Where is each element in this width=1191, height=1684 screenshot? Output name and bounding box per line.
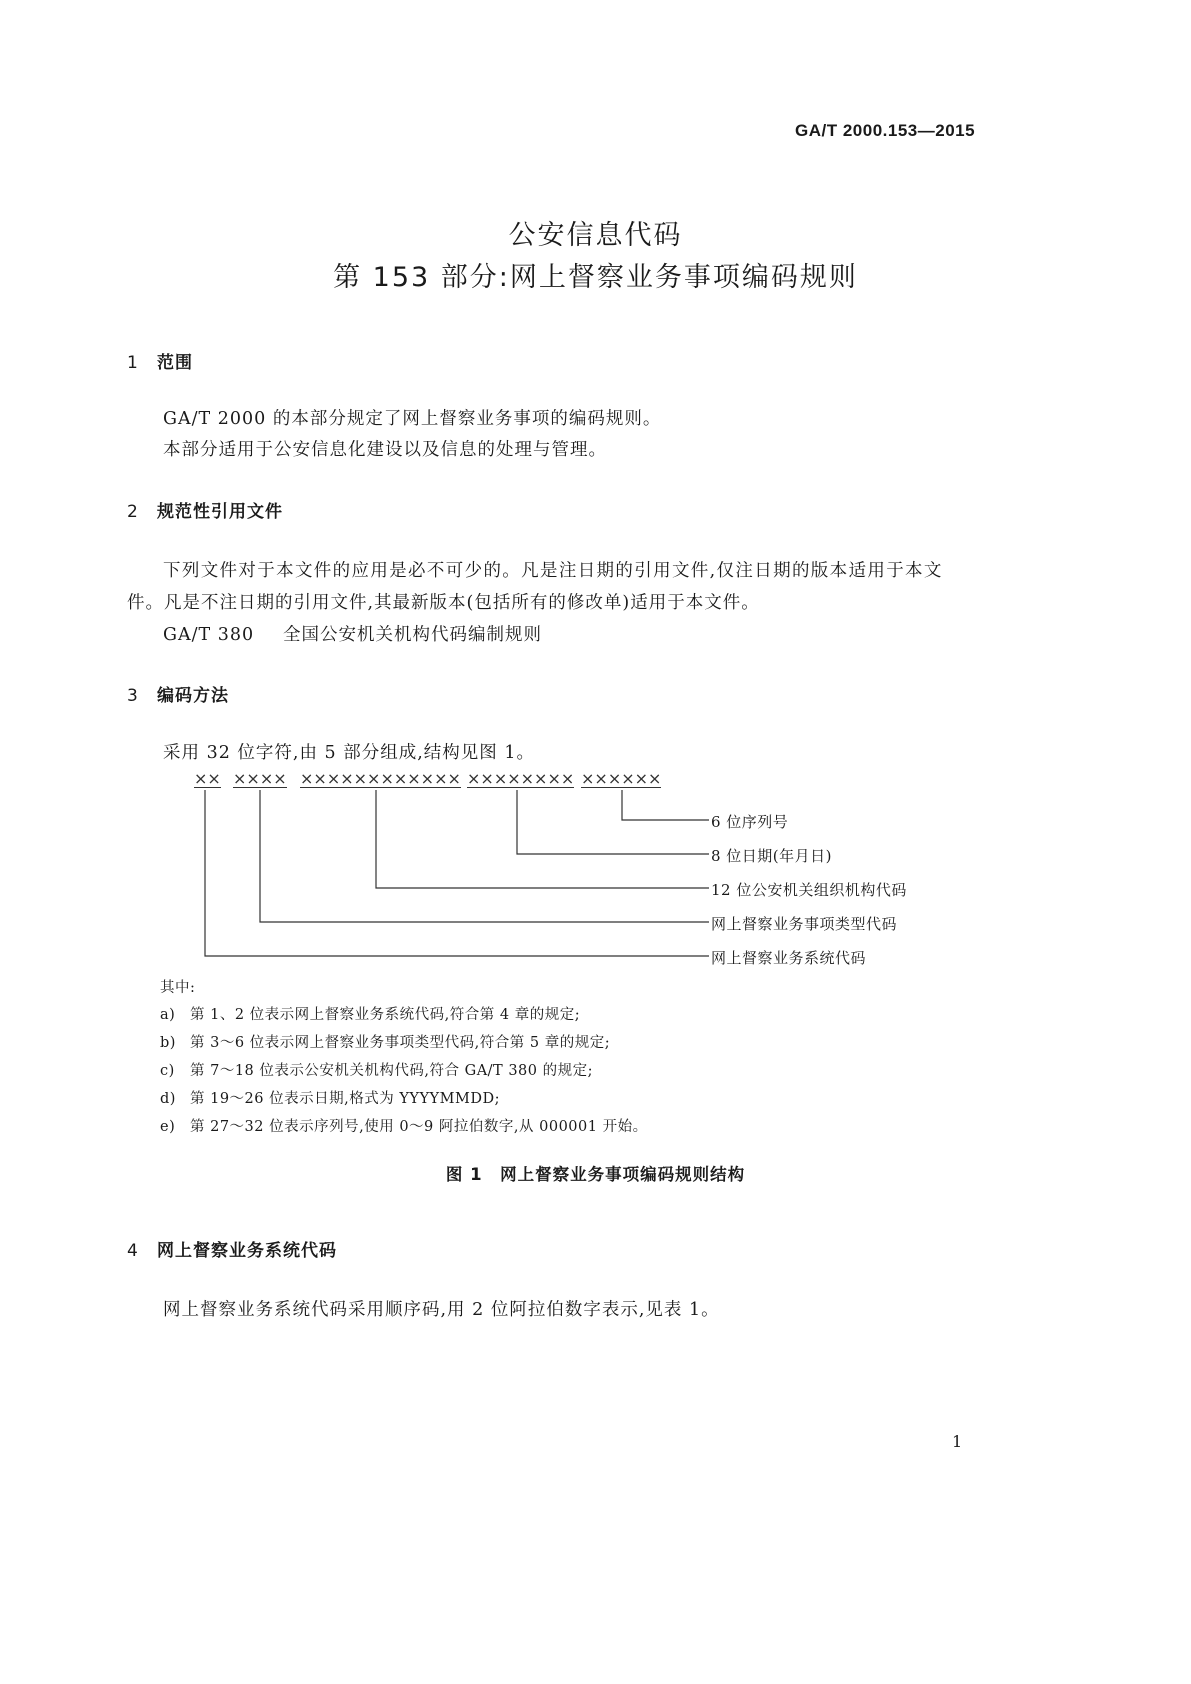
reference-code: GA/T 380: [163, 625, 255, 645]
section-4-heading: [127, 1236, 337, 1261]
document-title-line1: 公安信息代码: [508, 220, 683, 251]
note-label: d): [160, 1091, 176, 1107]
connector-org-code: [376, 790, 709, 888]
section-1-paragraph-1: GA/T 2000 的本部分规定了网上督察业务事项的编码规则。: [163, 409, 662, 429]
section-2-paragraph-line-1: 下列文件对于本文件的应用是必不可少的。凡是注日期的引用文件,仅注日期的版本适用于本文: [163, 561, 943, 581]
connector-item-type: [260, 790, 709, 922]
section-4-paragraph: 网上督察业务系统代码采用顺序码,用 2 位阿拉伯数字表示,见表 1。: [163, 1300, 720, 1320]
connector-system: [205, 790, 709, 956]
label-date: 8 位日期(年月日): [711, 847, 833, 865]
where-label: 其中:: [160, 980, 196, 996]
section-number: 3: [127, 686, 139, 706]
note-label: b): [160, 1035, 176, 1051]
section-1-paragraph-2: 本部分适用于公安信息化建设以及信息的处理与管理。: [163, 440, 607, 460]
section-1-heading: [127, 348, 193, 373]
label-sequence: 6 位序列号: [711, 813, 789, 831]
note-label: a): [160, 1007, 176, 1023]
note-item-e: [160, 1115, 648, 1136]
section-3-intro: 采用 32 位字符,由 5 部分组成,结构见图 1。: [163, 743, 535, 763]
label-system: 网上督察业务系统代码: [711, 949, 867, 967]
code-group-item-type: ××××: [233, 769, 287, 788]
section-3-heading: [127, 681, 229, 706]
section-number: 4: [127, 1241, 139, 1261]
label-org-code: 12 位公安机关组织机构代码: [711, 881, 907, 899]
section-title: 网上督察业务系统代码: [157, 1241, 337, 1261]
code-group-date: ××××××××: [467, 769, 575, 788]
section-number: 2: [127, 502, 139, 522]
connector-sequence: [622, 790, 709, 820]
code-group-system: ××: [194, 769, 221, 788]
reference-name: 全国公安机关机构代码编制规则: [283, 625, 542, 645]
code-group-sequence: ××××××: [581, 769, 662, 788]
document-title-line2: 第 153 部分:网上督察业务事项编码规则: [333, 262, 858, 293]
note-label: e): [160, 1119, 176, 1135]
section-title: 编码方法: [157, 686, 229, 706]
note-item-a: [160, 1003, 580, 1024]
normative-reference: [163, 621, 542, 646]
connector-date: [517, 790, 709, 854]
page-number: 1: [952, 1432, 964, 1451]
section-2-paragraph-line-2: 件。凡是不注日期的引用文件,其最新版本(包括所有的修改单)适用于本文件。: [127, 593, 760, 613]
label-item-type: 网上督察业务事项类型代码: [711, 915, 898, 933]
section-2-heading: [127, 497, 283, 522]
note-item-b: [160, 1031, 610, 1052]
note-text: 第 3～6 位表示网上督察业务事项类型代码,符合第 5 章的规定;: [190, 1035, 611, 1051]
note-text: 第 7～18 位表示公安机关机构代码,符合 GA/T 380 的规定;: [190, 1063, 594, 1079]
figure-caption: 图 1 网上督察业务事项编码规则结构: [445, 1165, 746, 1184]
note-item-c: [160, 1059, 593, 1080]
standard-code: GA/T 2000.153—2015: [795, 121, 976, 140]
section-title: 范围: [157, 353, 193, 373]
note-text: 第 1、2 位表示网上督察业务系统代码,符合第 4 章的规定;: [190, 1007, 581, 1023]
section-title: 规范性引用文件: [157, 502, 283, 522]
note-label: c): [160, 1063, 175, 1079]
code-group-org-code: ××××××××××××: [300, 769, 461, 788]
note-item-d: [160, 1087, 500, 1108]
note-text: 第 19～26 位表示日期,格式为 YYYYMMDD;: [190, 1091, 500, 1107]
note-text: 第 27～32 位表示序列号,使用 0～9 阿拉伯数字,从 000001 开始。: [190, 1119, 648, 1135]
section-number: 1: [127, 353, 139, 373]
